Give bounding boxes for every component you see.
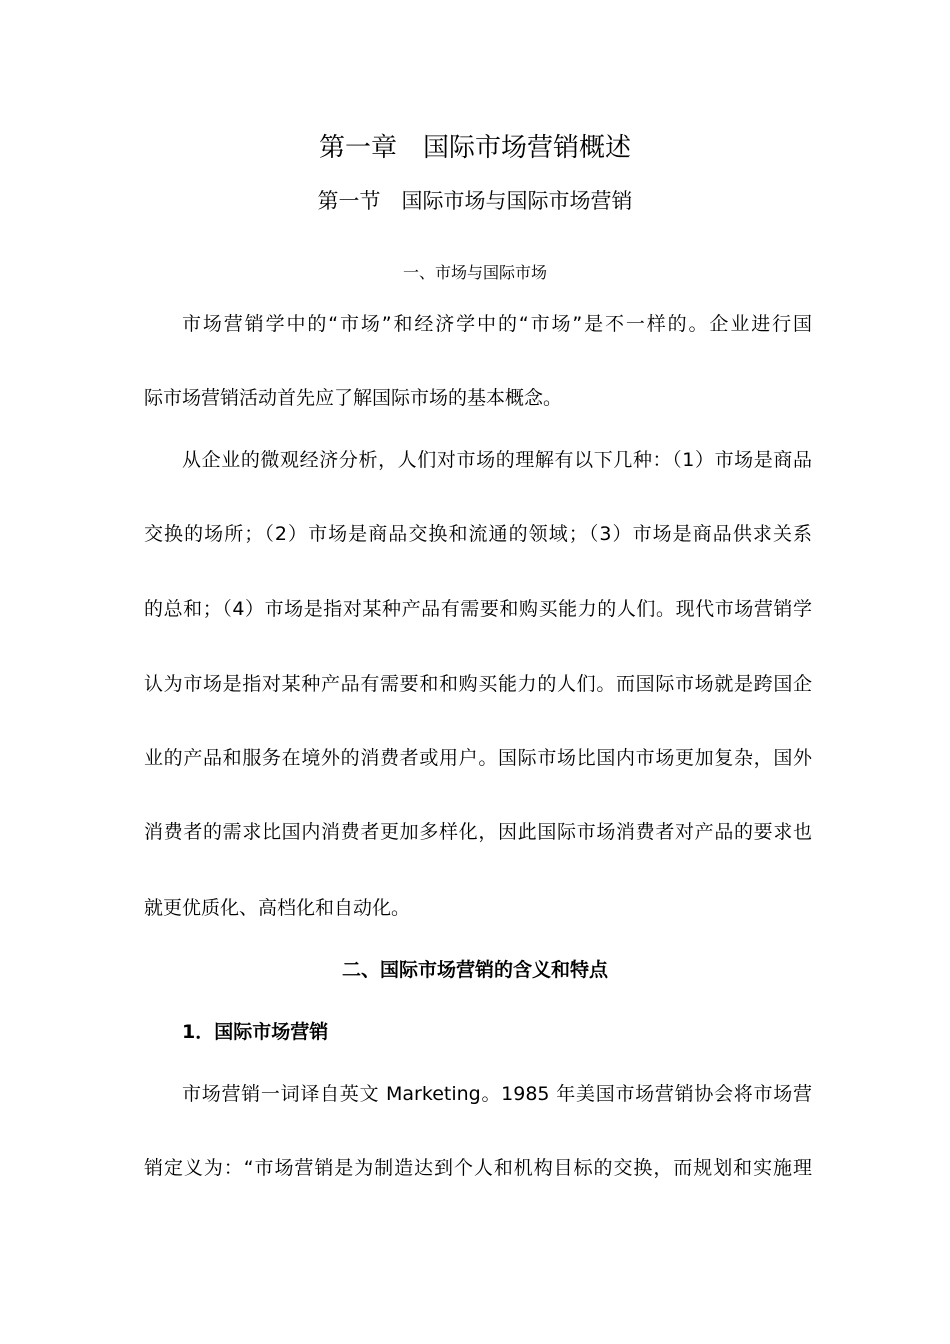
section-title: 第一节 国际市场与国际市场营销	[317, 189, 633, 213]
paragraph-2-line-2: 交换的场所；（2）市场是商品交换和流通的领域；（3）市场是商品供求关系	[144, 523, 812, 545]
paragraph-1-line-2: 际市场营销活动首先应了解国际市场的基本概念。	[144, 387, 563, 409]
paragraph-2-line-1: 从企业的微观经济分析，人们对市场的理解有以下几种：（1）市场是商品	[182, 449, 812, 471]
subsection-heading-1: 一、市场与国际市场	[402, 263, 547, 282]
paragraph-2-line-6: 消费者的需求比国内消费者更加多样化，因此国际市场消费者对产品的要求也	[144, 821, 812, 843]
chapter-title: 第一章 国际市场营销概述	[318, 133, 631, 163]
paragraph-3-line-1: 市场营销一词译自英文 Marketing。1985 年美国市场营销协会将市场营	[182, 1083, 812, 1105]
paragraph-3-line-2: 销定义为：“市场营销是为制造达到个人和机构目标的交换，而规划和实施理	[144, 1157, 812, 1179]
paragraph-2-line-3: 的总和；（4）市场是指对某种产品有需要和购买能力的人们。现代市场营销学	[144, 598, 812, 620]
paragraph-2-line-4: 认为市场是指对某种产品有需要和和购买能力的人们。而国际市场就是跨国企	[144, 673, 812, 695]
paragraph-2-line-5: 业的产品和服务在境外的消费者或用户。国际市场比国内市场更加复杂，国外	[144, 747, 812, 769]
paragraph-2-line-7: 就更优质化、高档化和自动化。	[144, 897, 411, 919]
subsection-heading-2-1: 1．国际市场营销	[182, 1021, 329, 1043]
subsection-heading-2: 二、国际市场营销的含义和特点	[341, 959, 608, 981]
paragraph-1-line-1: 市场营销学中的“市场”和经济学中的“市场”是不一样的。企业进行国	[182, 313, 812, 335]
